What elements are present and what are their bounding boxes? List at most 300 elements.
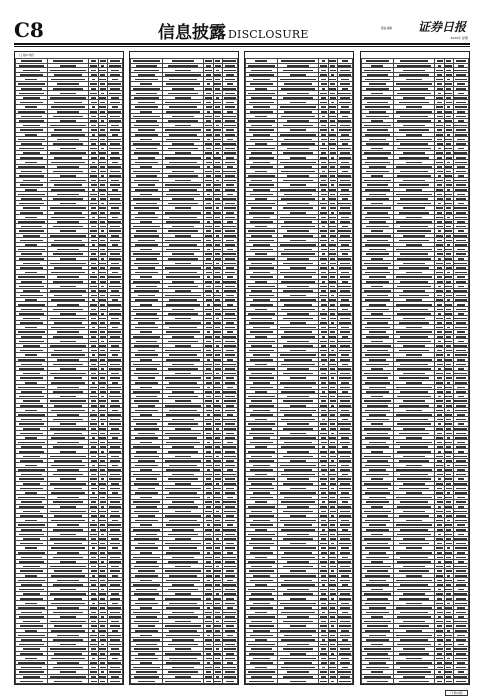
illegible-text	[224, 318, 236, 320]
illegible-text	[321, 221, 327, 223]
illegible-text	[92, 299, 95, 301]
illegible-text	[25, 492, 37, 494]
illegible-text	[215, 336, 219, 338]
illegible-text	[166, 304, 199, 306]
illegible-text	[251, 345, 272, 347]
illegible-text	[320, 230, 327, 232]
illegible-text	[60, 534, 76, 536]
illegible-text	[99, 566, 106, 568]
illegible-text	[215, 88, 219, 90]
illegible-text	[255, 171, 267, 173]
illegible-text	[168, 671, 198, 673]
illegible-text	[215, 148, 221, 150]
illegible-text	[175, 593, 191, 595]
illegible-text	[206, 313, 212, 315]
illegible-text	[342, 60, 348, 62]
illegible-text	[320, 175, 327, 177]
illegible-text	[206, 157, 210, 159]
illegible-text	[253, 162, 270, 164]
illegible-text	[21, 88, 42, 90]
illegible-text	[331, 74, 334, 76]
illegible-text	[110, 405, 121, 407]
illegible-text	[110, 570, 121, 572]
illegible-text	[169, 354, 197, 356]
illegible-text	[90, 414, 97, 416]
illegible-text	[50, 621, 87, 623]
illegible-text	[172, 309, 194, 311]
illegible-text	[91, 281, 97, 283]
illegible-text	[60, 286, 76, 288]
illegible-text	[206, 322, 210, 324]
illegible-text	[21, 529, 42, 531]
illegible-text	[216, 676, 219, 678]
illegible-text	[135, 106, 158, 108]
illegible-text	[215, 65, 221, 67]
illegible-text	[206, 534, 212, 536]
illegible-text	[330, 387, 336, 389]
illegible-text	[322, 309, 325, 311]
illegible-text	[338, 93, 351, 95]
illegible-text	[214, 469, 221, 471]
illegible-text	[18, 249, 46, 251]
illegible-text	[255, 253, 267, 255]
illegible-text	[207, 387, 210, 389]
illegible-text	[225, 230, 235, 232]
illegible-text	[140, 221, 152, 223]
illegible-text	[329, 189, 336, 191]
illegible-text	[21, 60, 42, 62]
illegible-text	[250, 359, 273, 361]
section-title-cn: 信息披露	[158, 23, 226, 43]
illegible-text	[109, 175, 121, 177]
illegible-text	[225, 658, 236, 660]
illegible-text	[54, 598, 82, 600]
illegible-text	[100, 667, 106, 669]
illegible-text	[60, 589, 76, 591]
illegible-text	[206, 561, 212, 563]
illegible-text	[133, 309, 161, 311]
illegible-text	[101, 203, 104, 205]
illegible-text	[99, 354, 106, 356]
illegible-text	[110, 639, 120, 641]
illegible-text	[136, 589, 157, 591]
illegible-text	[92, 382, 95, 384]
illegible-text	[340, 166, 351, 168]
illegible-text	[329, 106, 336, 108]
illegible-text	[135, 603, 158, 605]
illegible-text	[133, 391, 161, 393]
illegible-text	[284, 331, 312, 333]
illegible-text	[284, 194, 312, 196]
illegible-text	[169, 244, 197, 246]
illegible-text	[91, 152, 95, 154]
illegible-text	[206, 203, 212, 205]
illegible-text	[207, 359, 210, 361]
illegible-text	[330, 166, 336, 168]
illegible-text	[338, 368, 351, 370]
illegible-text	[321, 180, 327, 182]
illegible-text	[112, 658, 118, 660]
illegible-text	[19, 423, 44, 425]
illegible-text	[330, 203, 334, 205]
illegible-text	[60, 341, 76, 343]
illegible-text	[140, 111, 152, 113]
illegible-text	[205, 621, 212, 623]
illegible-text	[214, 267, 221, 269]
illegible-text	[320, 313, 327, 315]
illegible-text	[340, 249, 351, 251]
illegible-text	[91, 653, 97, 655]
illegible-text	[342, 364, 348, 366]
illegible-text	[110, 295, 121, 297]
table-cell	[222, 683, 237, 685]
illegible-text	[214, 460, 221, 462]
illegible-text	[23, 345, 40, 347]
illegible-text	[166, 442, 199, 444]
illegible-text	[320, 93, 327, 95]
illegible-text	[338, 175, 351, 177]
illegible-text	[110, 88, 120, 90]
illegible-text	[54, 350, 82, 352]
illegible-text	[225, 162, 236, 164]
illegible-text	[253, 244, 270, 246]
illegible-text	[206, 410, 212, 412]
illegible-text	[92, 189, 95, 191]
illegible-text	[108, 304, 121, 306]
illegible-text	[100, 253, 106, 255]
illegible-text	[216, 483, 219, 485]
illegible-text	[51, 575, 84, 577]
illegible-text	[248, 368, 276, 370]
illegible-text	[57, 580, 79, 582]
illegible-text	[249, 212, 274, 214]
illegible-text	[138, 184, 155, 186]
illegible-text	[138, 212, 155, 214]
illegible-text	[320, 184, 327, 186]
illegible-text	[321, 345, 327, 347]
illegible-text	[340, 318, 350, 320]
illegible-text	[19, 341, 44, 343]
illegible-text	[175, 428, 191, 430]
illegible-text	[111, 152, 119, 154]
illegible-text	[290, 74, 306, 76]
illegible-text	[330, 175, 334, 177]
illegible-text	[100, 336, 106, 338]
illegible-text	[136, 451, 157, 453]
illegible-text	[329, 171, 336, 173]
illegible-text	[101, 561, 104, 563]
illegible-text	[340, 400, 350, 402]
illegible-text	[214, 580, 221, 582]
illegible-text	[207, 139, 210, 141]
illegible-text	[215, 368, 221, 370]
illegible-text	[91, 60, 97, 62]
illegible-text	[53, 226, 83, 228]
illegible-text	[99, 410, 106, 412]
illegible-text	[255, 116, 267, 118]
illegible-text	[205, 60, 212, 62]
illegible-text	[223, 529, 236, 531]
illegible-text	[321, 387, 327, 389]
illegible-text	[100, 598, 106, 600]
illegible-text	[168, 561, 198, 563]
illegible-text	[330, 368, 334, 370]
illegible-text	[92, 217, 95, 219]
illegible-text	[321, 272, 325, 274]
illegible-text	[19, 589, 44, 591]
illegible-text	[110, 391, 120, 393]
illegible-text	[110, 446, 120, 448]
illegible-text	[109, 644, 121, 646]
illegible-text	[169, 189, 197, 191]
illegible-text	[340, 276, 351, 278]
illegible-text	[280, 272, 317, 274]
illegible-text	[206, 382, 212, 384]
illegible-text	[101, 506, 104, 508]
illegible-text	[215, 667, 219, 669]
illegible-text	[340, 331, 351, 333]
illegible-text	[280, 134, 317, 136]
illegible-text	[138, 102, 155, 104]
illegible-text	[54, 240, 82, 242]
illegible-text	[342, 391, 348, 393]
illegible-text	[321, 83, 327, 85]
illegible-text	[215, 382, 221, 384]
illegible-text	[90, 635, 97, 637]
table-cell	[16, 683, 48, 685]
illegible-text	[338, 313, 351, 315]
illegible-text	[90, 111, 97, 113]
illegible-text	[51, 410, 84, 412]
illegible-text	[215, 162, 221, 164]
illegible-text	[168, 589, 198, 591]
illegible-text	[90, 65, 97, 67]
illegible-text	[175, 235, 191, 237]
illegible-text	[19, 175, 44, 177]
illegible-text	[214, 387, 221, 389]
illegible-text	[255, 309, 267, 311]
illegible-text	[19, 313, 44, 315]
illegible-text	[25, 134, 37, 136]
illegible-text	[214, 405, 221, 407]
illegible-text	[60, 148, 76, 150]
illegible-text	[108, 442, 121, 444]
illegible-text	[135, 217, 158, 219]
illegible-text	[111, 483, 119, 485]
illegible-text	[166, 524, 199, 526]
illegible-text	[21, 364, 42, 366]
illegible-text	[111, 676, 119, 678]
illegible-text	[140, 276, 152, 278]
illegible-text	[172, 60, 194, 62]
illegible-text	[136, 120, 157, 122]
illegible-text	[205, 612, 212, 614]
illegible-text	[112, 575, 118, 577]
illegible-text	[100, 639, 106, 641]
illegible-text	[136, 258, 157, 260]
illegible-text	[214, 543, 221, 545]
illegible-text	[172, 474, 194, 476]
illegible-text	[224, 676, 236, 678]
illegible-text	[165, 405, 202, 407]
illegible-text	[253, 299, 270, 301]
illegible-text	[341, 134, 349, 136]
illegible-text	[108, 111, 121, 113]
illegible-text	[330, 221, 336, 223]
illegible-text	[225, 382, 236, 384]
illegible-text	[321, 331, 327, 333]
illegible-text	[99, 456, 106, 458]
illegible-text	[18, 414, 46, 416]
illegible-text	[50, 97, 87, 99]
illegible-text	[53, 474, 83, 476]
illegible-text	[99, 125, 106, 127]
illegible-text	[175, 263, 191, 265]
illegible-text	[205, 263, 212, 265]
illegible-text	[166, 580, 199, 582]
illegible-text	[290, 295, 306, 297]
illegible-text	[224, 428, 236, 430]
illegible-text	[57, 331, 79, 333]
illegible-text	[166, 414, 199, 416]
illegible-text	[284, 249, 312, 251]
illegible-text	[19, 671, 44, 673]
illegible-text	[166, 331, 199, 333]
illegible-text	[320, 240, 327, 242]
illegible-text	[225, 299, 236, 301]
illegible-text	[91, 253, 97, 255]
illegible-text	[136, 644, 157, 646]
illegible-text	[331, 129, 334, 131]
illegible-text	[216, 318, 219, 320]
illegible-text	[138, 157, 155, 159]
illegible-text	[50, 428, 87, 430]
illegible-text	[331, 295, 334, 297]
illegible-text	[23, 428, 40, 430]
illegible-text	[224, 538, 236, 540]
illegible-text	[249, 295, 274, 297]
illegible-text	[283, 318, 313, 320]
illegible-text	[140, 662, 152, 664]
illegible-text	[168, 93, 198, 95]
illegible-text	[136, 671, 157, 673]
illegible-text	[226, 295, 234, 297]
illegible-text	[112, 217, 118, 219]
illegible-text	[206, 506, 212, 508]
illegible-text	[339, 157, 351, 159]
illegible-text	[136, 616, 157, 618]
illegible-text	[214, 102, 221, 104]
illegible-text	[133, 336, 161, 338]
illegible-text	[205, 152, 212, 154]
illegible-text	[206, 217, 212, 219]
illegible-text	[251, 180, 272, 182]
illegible-text	[112, 106, 118, 108]
illegible-text	[54, 295, 82, 297]
illegible-text	[248, 341, 276, 343]
illegible-text	[287, 93, 309, 95]
illegible-text	[23, 648, 40, 650]
illegible-text	[99, 428, 106, 430]
illegible-text	[50, 235, 87, 237]
illegible-text	[214, 350, 221, 352]
illegible-text	[109, 506, 121, 508]
illegible-text	[91, 667, 97, 669]
illegible-text	[20, 267, 43, 269]
illegible-text	[175, 290, 191, 292]
illegible-text	[215, 226, 219, 228]
illegible-text	[21, 253, 42, 255]
illegible-text	[91, 198, 97, 200]
illegible-text	[225, 272, 236, 274]
illegible-text	[338, 65, 351, 67]
illegible-text	[23, 235, 40, 237]
illegible-text	[226, 74, 234, 76]
disclosure-content	[14, 51, 470, 685]
illegible-text	[214, 157, 221, 159]
illegible-text	[207, 497, 210, 499]
illegible-text	[224, 373, 236, 375]
illegible-text	[329, 336, 336, 338]
table-cell	[162, 683, 204, 685]
illegible-text	[215, 478, 221, 480]
illegible-text	[20, 433, 43, 435]
illegible-text	[90, 304, 97, 306]
illegible-text	[320, 350, 327, 352]
illegible-text	[165, 543, 202, 545]
illegible-text	[206, 570, 210, 572]
illegible-text	[165, 102, 202, 104]
illegible-text	[248, 65, 276, 67]
illegible-text	[99, 162, 106, 164]
illegible-text	[215, 437, 221, 439]
illegible-text	[339, 240, 351, 242]
illegible-text	[136, 534, 157, 536]
illegible-text	[320, 258, 327, 260]
illegible-text	[101, 644, 104, 646]
illegible-text	[23, 263, 40, 265]
illegible-text	[53, 501, 83, 503]
illegible-text	[91, 639, 97, 641]
illegible-text	[322, 391, 325, 393]
illegible-text	[112, 272, 118, 274]
illegible-text	[91, 129, 97, 131]
illegible-text	[111, 373, 119, 375]
illegible-text	[206, 79, 212, 81]
illegible-text	[205, 226, 212, 228]
illegible-text	[136, 230, 157, 232]
illegible-text	[215, 189, 221, 191]
illegible-text	[226, 377, 234, 379]
illegible-text	[101, 175, 104, 177]
illegible-text	[19, 368, 44, 370]
illegible-text	[223, 557, 236, 559]
illegible-text	[108, 276, 121, 278]
illegible-text	[225, 630, 236, 632]
illegible-text	[331, 212, 334, 214]
illegible-text	[166, 111, 199, 113]
illegible-text	[226, 488, 234, 490]
illegible-text	[100, 212, 106, 214]
illegible-text	[91, 648, 95, 650]
illegible-text	[215, 391, 219, 393]
illegible-text	[225, 65, 235, 67]
illegible-text	[250, 249, 273, 251]
illegible-text	[18, 524, 46, 526]
illegible-text	[100, 226, 106, 228]
illegible-text	[248, 120, 276, 122]
illegible-text	[110, 309, 120, 311]
